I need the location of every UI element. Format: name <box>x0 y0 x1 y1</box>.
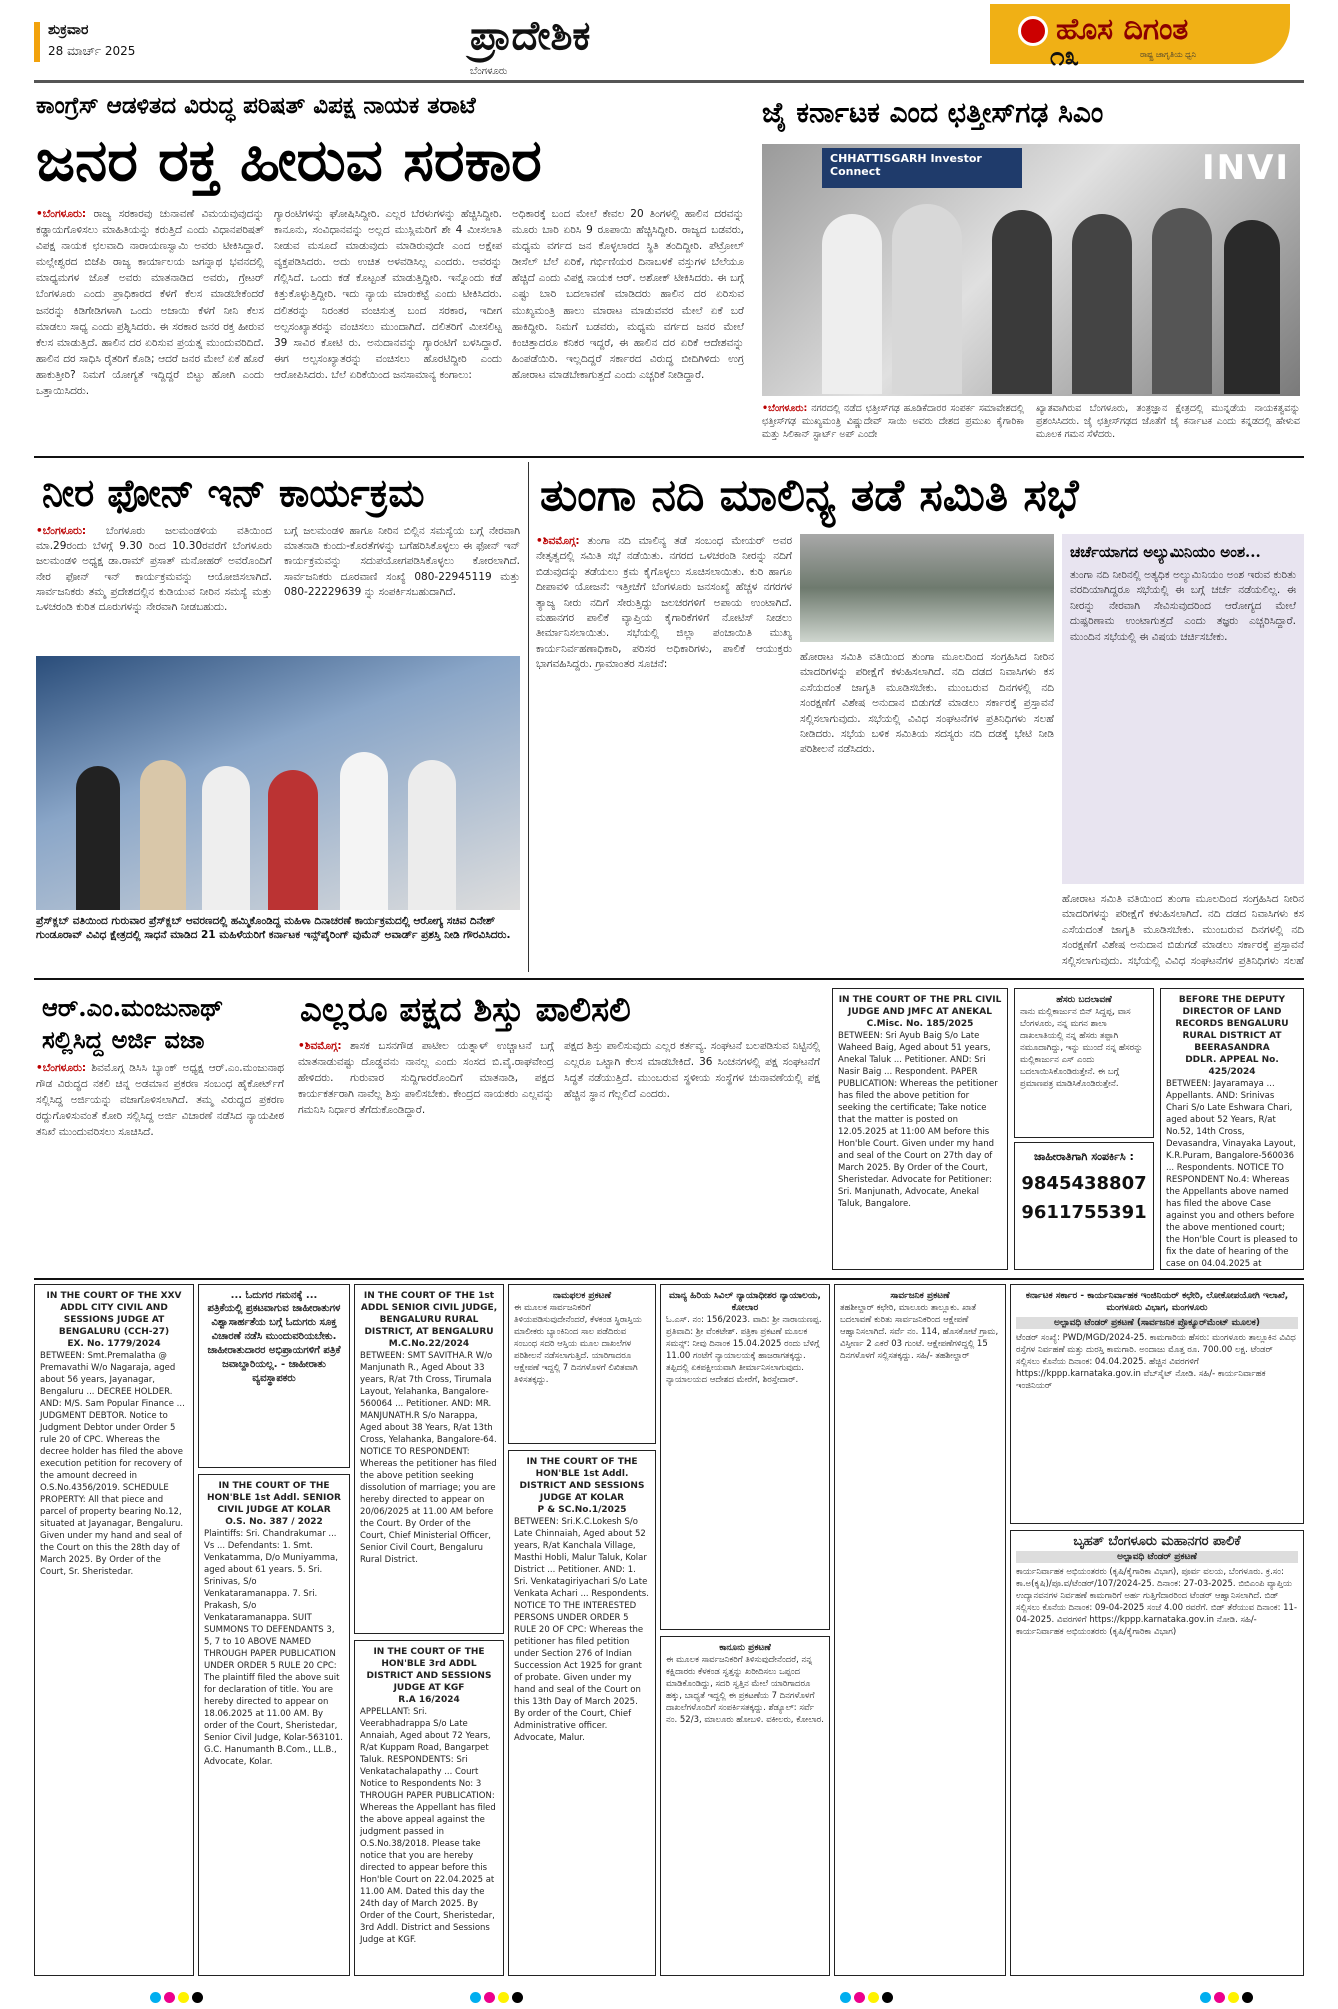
issue-city: ಬೆಂಗಳೂರು <box>470 66 508 77</box>
registration-dots <box>840 1988 896 2007</box>
registration-dots <box>150 1988 206 2007</box>
story-headline: ತುಂಗಾ ನದಿ ಮಾಲಿನ್ಯ ತಡೆ ಸಮಿತಿ ಸಭೆ <box>540 470 1079 521</box>
story-text: ಗ್ಯಾರಂಟಿಗಳನ್ನು ಘೋಷಿಸಿದ್ದೀರಿ. ಎಲ್ಲರ ಬೆರಳುಗಳನ್ನು ಹೆಚ್ಚಿಸಿದ್ದೀರಿ. ಕಾನೂನು, ಸಂವಿಧಾನವನ್ನು ಅಲ್ಲದ ಮುಸ್ಲಿಮರಿಗೆ ಶೇ 4 ಮೀಸಲಾತಿ ನೀಡುವ ಮಸೂದೆ ಮಾಡುವುದು ಮಾಡಿರುವುದೇ ಎಂದ ಅಕ್ಷೇಪ ವ್ಯಕ್ತಪಡಿಸಿದರು. ಅದು ಉಚಿತ ಅಳವಡಿಸಿಲ್ಲ ಎಂದರು. ಅವರನ್ನು ಗೆಲ್ಲಿಸಿದೆ. ಒಂದು ಕಡೆ ಕೊಟ್ಟಂತೆ ಮಾಡುತ್ತಿದ್ದೀರಿ. ಇನ್ನೊಂದು ಕಡೆ ಕಿತ್ತುಕೊಳ್ಳುತ್ತಿದ್ದೀರಿ. ಇದು ನ್ಯಾಯ ಮಾರುಕಟ್ಟೆ ಎಂದು ಟೀಕಿಸಿದರು. ದಲಿತರನ್ನು ನಿರಂತರ ವಂಚಿಸುತ್ತ ಬಂದ ಸರಕಾರ, ಇದೀಗ ಅಲ್ಪಸಂಖ್ಯಾತರನ್ನು ವಂಚಿಸಲು ಮುಂದಾಗಿದೆ. ದಲಿತರಿಗೆ ಮೀಸಲಿಟ್ಟ 39 ಸಾವಿರ ಕೋಟಿ ರು. ಅನುದಾನವನ್ನು ಗ್ಯಾರಂಟಿಗೆ ಬಳಸಿದ್ದಾರೆ. ಈಗ ಅಲ್ಪಸಂಖ್ಯಾತರನ್ನು ವಂಚಿಸಲು ಹೊರಟಿದ್ದೀರಿ ಎಂದು ಆರೋಪಿಸಿದರು. ಬೆಲೆ ಏರಿಕೆಯಿಂದ ಜನಸಾಮಾನ್ಯ ಕಂಗಾಲು: <box>274 208 502 381</box>
story-tunga-river <box>536 462 1304 972</box>
story-manjunath <box>34 984 286 1274</box>
story-column-2 <box>284 524 520 650</box>
story-kicker: ಕಾಂಗ್ರೆಸ್ ಆಡಳಿತದ ವಿರುದ್ಧ ಪರಿಷತ್ ವಿಪಕ್ಷ ನಾಯಕ ತರಾಟೆ <box>36 92 476 119</box>
notice-body: ಕಾರ್ಯನಿರ್ವಾಹಕ ಅಭಿಯಂತರರು (ಕೃಷಿ/ಕೈಗಾರಿಕಾ ವಿಭಾಗ), ಪೂರ್ವ ವಲಯ, ಬೆಂಗಳೂರು. ಕ್ರ.ಸಂ: ಕಾ.ಅ(ಕೃಷಿ)/ಪೂ.ವ/ಟೆಂಡರ್/107/2024-25. ದಿನಾಂಕ: 27-03-2025. ಬಿಬಿಎಂಪಿ ವ್ಯಾಪ್ತಿಯ ಉದ್ಯಾನವನಗಳ ನಿರ್ವಹಣೆ ಕಾಮಗಾರಿಗೆ ಅರ್ಹ ಗುತ್ತಿಗೆದಾರರಿಂದ ಟೆಂಡರ್ ಆಹ್ವಾನಿಸಲಾಗಿದೆ. ಬಿಡ್ ಸಲ್ಲಿಸಲು ಕೊನೆಯ ದಿನಾಂಕ: 09-04-2025 ಸಂಜೆ 4.00 ರವರೆಗೆ. ಬಿಡ್ ತೆರೆಯುವ ದಿನಾಂಕ: 11-04-2025. ವಿವರಗಳಿಗೆ https://kppp.karnataka.gov.in ನೋಡಿ. ಸಹಿ/- ಕಾರ್ಯನಿರ್ವಾಹಕ ಅಭಿಯಂತರರು (ಕೃಷಿ/ಕೈಗಾರಿಕಾ ವಿಭಾಗ) <box>1016 1567 1298 1637</box>
event-photo <box>762 144 1300 396</box>
story-text: ಶಾಸಕ ಬಸನಗೌಡ ಪಾಟೀಲ ಯತ್ನಾಳ್ ಉಚ್ಚಾಟನೆ ಬಗ್ಗೆ ಮಾತನಾಡುವಷ್ಟು ದೊಡ್ಡವನು ನಾನಲ್ಲ ಎಂದು ಸಂಸದ ಬಿ.ವೈ.ರಾಘವೇಂದ್ರ ಹೇಳಿದರು. ಗುರುವಾರ ಸುದ್ದಿಗಾರರೊಂದಿಗೆ ಮಾತನಾಡಿ, ಪಕ್ಷದ ಕಾರ್ಯಕರ್ತರಾಗಿ ನಾವೆಲ್ಲ ಶಿಸ್ತು ಪಾಲಿಸಬೇಕು. ಕೇಂದ್ರದ ನಾಯಕರು ಎಲ್ಲವನ್ನು ಗಮನಿಸಿ ನಿರ್ಧಾರ ತೆಗೆದುಕೊಂಡಿದ್ದಾರೆ. <box>298 1040 554 1117</box>
registration-dots <box>470 1988 526 2007</box>
tender-bbmp <box>1010 1530 1304 1976</box>
column-divider <box>528 462 529 972</box>
issue-date: 28 ಮಾರ್ಚ್ 2025 <box>48 44 136 58</box>
notice-sub: ಅಲ್ಪಾವಧಿ ಟೆಂಡರ್ ಪ್ರಕಟಣೆ (ಸಾರ್ವಜನಿಕ ಪ್ರೊಕ್ಯೂರ್‌ಮೆಂಟ್ ಮೂಲಕ) <box>1016 1317 1298 1329</box>
story-column-1 <box>536 534 792 970</box>
person-figure <box>1072 214 1132 394</box>
person-figure <box>76 766 120 910</box>
notice-anekal <box>832 988 1008 1270</box>
notice-body: BETWEEN: Jayaramaya ... Appellants. AND: Srinivas Chari S/o Late Eshwara Chari, aged about 52 Years, R/at No.52, 14th Cross, Devasandra, Vinayaka Layout, K.R.Puram, Bangalore-560036 ... Respondents. NOTICE TO RESPONDENT No.4: Whereas the Appellants above named has filed the above Case against you and others before the above mentioned court; the Hon'ble Court is pleased to fix the date of hearing of the case on 04.04.2025 at <box>1166 1079 1298 1269</box>
story-text: ಅಧಿಕಾರಕ್ಕೆ ಬಂದ ಮೇಲೆ ಕೇವಲ 20 ತಿಂಗಳಲ್ಲಿ ಹಾಲಿನ ದರವನ್ನು ಮೂರು ಬಾರಿ ಏರಿಸಿ 9 ರೂಪಾಯಿ ಹೆಚ್ಚಿಸಿದ್ದೀರಿ. ರಾಜ್ಯದ ಬಡವರು, ಮಧ್ಯಮ ವರ್ಗದ ಜನ ಕೊಳ್ಳಲಾರದ ಸ್ಥಿತಿ ತಂದಿದ್ದೀರಿ. ಪೆಟ್ರೋಲ್ ಡೀಸೆಲ್ ಬೆಲೆ ಏರಿಕೆ, ಗರ್ಭಿಣಿಯರ ದಿನಾಬಳಕೆ ವಸ್ತುಗಳ ಬೆಲೆಯೂ ಹೆಚ್ಚಿದೆ ಎಂದು ವಿಪಕ್ಷ ನಾಯಕ ಆರ್. ಅಶೋಕ್ ಟೀಕಿಸಿದರು. ಈ ಬಗ್ಗೆ ಎಷ್ಟು ಬಾರಿ ಬದಲಾವಣೆ ಮಾಡಿದರು ಹಾಲಿನ ದರ ಏರಿಸುವ ಮುಖ್ಯಮಂತ್ರಿ ಹಾಲು ಮಾರಾಟ ಮಾಡುವವರ ಮೇಲೆ ಏಕೆ ಬರೆ ಹಾಕಿದ್ದೀರಿ. ನಿಮಗೆ ಬಡವರು, ಮಧ್ಯಮ ವರ್ಗದ ಜನರ ಮೇಲೆ ಕಿಂಚಿತ್ತಾದರೂ ಕನಿಕರ ಇದ್ದರೆ, ಈ ಹಾಲಿನ ದರ ಏರಿಕೆ ಆದೇಶವನ್ನು ಹಿಂಪಡೆಯಿರಿ. ಇಲ್ಲದಿದ್ದರೆ ಸರ್ಕಾರದ ವಿರುದ್ಧ ಬೀದಿಗಿಳಿದು ಉಗ್ರ ಹೋರಾಟ ಮಾಡಬೇಕಾಗುತ್ತದೆ ಎಂದು ಎಚ್ಚರಿಕೆ ನೀಡಿದ್ದಾರೆ. <box>512 208 744 381</box>
notice-nameplate <box>508 1284 656 1444</box>
person-figure <box>992 210 1052 394</box>
notice-name-change <box>1014 988 1154 1138</box>
notice-title: ಬೃಹತ್ ಬೆಂಗಳೂರು ಮಹಾನಗರ ಪಾಲಿಕೆ <box>1073 1534 1241 1549</box>
photo-caption <box>36 914 520 970</box>
notice-body: ಪತ್ರಿಕೆಯಲ್ಲಿ ಪ್ರಕಟವಾಗುವ ಜಾಹೀರಾತುಗಳ ವಿಶ್ವಾಸಾರ್ಹತೆಯ ಬಗ್ಗೆ ಓದುಗರು ಸೂಕ್ತ ವಿಚಾರಣೆ ನಡೆಸಿ ಮುಂದುವರಿಯಬೇಕು. ಜಾಹೀರಾತುದಾರರ ಅಭಿಪ್ರಾಯಗಳಿಗೆ ಪತ್ರಿಕೆ ಜವಾಬ್ದಾರಿಯಲ್ಲ. - ಜಾಹೀರಾತು ವ್ಯವಸ್ಥಾಪಕರು <box>207 1303 341 1384</box>
section-title: ಪ್ರಾದೇಶಿಕ <box>470 12 591 59</box>
story-column-1 <box>762 402 1024 450</box>
notice-body: ಓ.ಎಸ್. ನಂ: 156/2023. ವಾದಿ: ಶ್ರೀ ನಾರಾಯಣಪ್ಪ. ಪ್ರತಿವಾದಿ: ಶ್ರೀ ವೆಂಕಟೇಶ್. ಪತ್ರಿಕಾ ಪ್ರಕಟಣೆ ಮೂಲಕ ಸಮನ್ಸ್: ನೀವು ದಿನಾಂಕ 15.04.2025 ರಂದು ಬೆಳಿಗ್ಗೆ 11.00 ಗಂಟೆಗೆ ನ್ಯಾಯಾಲಯಕ್ಕೆ ಹಾಜರಾಗತಕ್ಕದ್ದು. ತಪ್ಪಿದಲ್ಲಿ ಏಕಪಕ್ಷೀಯವಾಗಿ ತೀರ್ಮಾನಿಸಲಾಗುವುದು. ನ್ಯಾಯಾಲಯದ ಆದೇಶದ ಮೇರೆಗೆ, ಶಿರಸ್ತೇದಾರ್. <box>666 1315 822 1385</box>
notice-title: ನಾಮಫಲಕ ಪ್ರಕಟಣೆ <box>552 1291 612 1301</box>
person-figure <box>1224 220 1280 394</box>
story-column-3 <box>512 206 744 446</box>
story-dateline: •ಶಿವಮೊಗ್ಗ: <box>536 535 580 547</box>
notice-title: IN THE COURT OF THE PRL CIVIL JUDGE AND JMFC AT ANEKAL <box>838 995 1002 1017</box>
story-column-1 <box>298 1038 554 1270</box>
masthead-rule <box>34 80 1304 83</box>
notice-kolar-probate <box>508 1450 656 1976</box>
notice-case: R.A 16/2024 <box>398 1695 460 1705</box>
person-figure <box>892 204 962 394</box>
registration-dots <box>1200 1988 1256 2007</box>
notice-body: ಈ ಮೂಲಕ ಸಾರ್ವಜನಿಕರಿಗೆ ತಿಳಿಯಪಡಿಸುವುದೇನೆಂದರೆ, ಕೆಳಕಂಡ ಸ್ಥಿರಾಸ್ತಿಯ ಮಾಲೀಕರು ಬ್ಯಾಂಕಿನಿಂದ ಸಾಲ ಪಡೆದಿರುವ ಸಂಬಂಧ ಸದರಿ ಆಸ್ತಿಯ ಮೂಲ ದಾಖಲೆಗಳ ಪರಿಶೀಲನೆ ನಡೆಸಲಾಗುತ್ತಿದೆ. ಯಾರಿಗಾದರೂ ಆಕ್ಷೇಪಣೆ ಇದ್ದಲ್ಲಿ 7 ದಿನಗಳೊಳಗೆ ಲಿಖಿತವಾಗಿ ತಿಳಿಸತಕ್ಕದ್ದು. <box>514 1303 642 1385</box>
person-figure <box>822 214 882 394</box>
ad-phone-2: 9611755391 <box>1021 1202 1147 1223</box>
story-headline: ನೀರ ಫೋನ್ ಇನ್ ಕಾರ್ಯಕ್ರಮ <box>42 470 425 515</box>
ad-phone-1: 9845438807 <box>1021 1173 1147 1194</box>
sidebar-box <box>1062 534 1304 884</box>
story-text: ಖ್ಯಾತವಾಗಿರುವ ಬೆಂಗಳೂರು, ತಂತ್ರಜ್ಞಾನ ಕ್ಷೇತ್ರದಲ್ಲಿ ಮುನ್ನಡೆಯ ನಾಯಕತ್ವವನ್ನು ಪ್ರಶಂಸಿಸಿದರು. ಜೈ ಛತ್ತೀಸ್‌ಗಢದ ಜೊತೆಗೆ ಜೈ ಕರ್ನಾಟಕ ಎಂದು ಕನ್ನಡದಲ್ಲಿ ಹೇಳುವ ಮೂಲಕ ಗಮನ ಸೆಳೆದರು. <box>1036 403 1300 440</box>
caption-text: ಪ್ರೆಸ್‌ಕ್ಲಬ್ ವತಿಯಿಂದ ಗುರುವಾರ ಪ್ರೆಸ್‌ಕ್ಲಬ್ ಆವರಣದಲ್ಲಿ ಹಮ್ಮಿಕೊಂಡಿದ್ದ ಮಹಿಳಾ ದಿನಾಚರಣೆ ಕಾರ್ಯಕ್ರಮದಲ್ಲಿ ಆರೋಗ್ಯ ಸಚಿವ ದಿನೇಶ್ ಗುಂಡೂರಾವ್ ವಿವಿಧ ಕ್ಷೇತ್ರದಲ್ಲಿ ಸಾಧನೆ ಮಾಡಿದ 21 ಮಹಿಳೆಯರಿಗೆ ಕರ್ನಾಟಕ ಇನ್ಸ್‌ಪೈರಿಂಗ್ ವುಮೆನ್ ಅವಾರ್ಡ್ ಪ್ರಶಸ್ತಿ ನೀಡಿ ಗೌರವಿಸಿದರು. <box>36 915 511 941</box>
story-dateline: •ಬೆಂಗಳೂರು: <box>36 1062 87 1074</box>
story-text: ರಾಜ್ಯ ಸರಕಾರವು ಚುನಾವಣೆ ವಿಮಯವುವುದನ್ನು ಕಡ್ಡಾಯಗೊಳಿಸಲು ಮಾಹಿತಿಯನ್ನು ಕರುತ್ತಿದೆ ಎಂದು ವಿಧಾನಪರಿಷತ್ ವಿಪಕ್ಷ ನಾಯಕ ಛಲವಾದಿ ನಾರಾಯಣಸ್ವಾಮಿ ಅವರು ಟೀಕಿಸಿದ್ದಾರೆ. ಮಲ್ಲೇಶ್ವರದ ಬಿಜೆಪಿ ರಾಜ್ಯ ಕಾರ್ಯಾಲಯ ಜಗನ್ನಾಥ ಭವನದಲ್ಲಿ ಮಾಧ್ಯಮಗಳ ಜೊತೆ ಅವರು ಮಾತನಾಡಿದ ಅವರು, ಗ್ರೇಟರ್ ಬೆಂಗಳೂರು ಎಂದು ಪ್ರಾಧಿಕಾರದ ಕೆಳಗೆ ಕೆಲಸ ಮಾಡಬೇಕೆಂದರೆ ಜನರನ್ನು ಕಿಡಿಗೇಡಿಗಳಾಗಿ ಒಂದು ಅಜಾಯಿ ಕೆಳಗೆ ನೀನಿ ಕೆಲಸ ಮಾಡಲು ಸಾಧ್ಯ ಎಂದು ಪ್ರಶ್ನಿಸಿದರು. ಈ ಸರಕಾರ ಜನರ ರಕ್ತ ಹೀರುವ ಕೆಲಸ ಮಾಡುತ್ತಿದೆ. ಹಾಲಿನ ದರ ಏರಿಸುವ ಪ್ರಯತ್ನ ಮುಂದುವರಿದಿದೆ. ಹಾಲಿನ ದರ ಸಾಧಿಸಿ ರೈತರಿಗೆ ಕೊಡಿ; ಆದರೆ ಜನರ ಮೇಲೆ ಏಕೆ ಹೊರೆ ಹಾಕುತ್ತೀರಿ? ನಿಮಗೆ ಯೋಗ್ಯತೆ ಇದ್ದಿದ್ದರೆ ಬಿಟ್ಟು ಹೋಗಿ ಎಂದು ಒತ್ತಾಯಿಸಿದರು. <box>36 208 264 398</box>
notice-kolar-court-kn <box>660 1284 830 1630</box>
notice-body: BETWEEN: Sri.K.C.Lokesh S/o Late Chinnaiah, Aged about 52 years, R/at Kanchala Village, Masthi Hobli, Malur Taluk, Kolar District ... Petitioner. AND: 1. Sri. Venkatagiriyachari S/o Late Venkata Achari ... Respondents. NOTICE TO THE INTERESTED PERSONS UNDER ORDER 5 RULE 20 OF CPC: Whereas the petitioner has filed petition under Section 276 of Indian Succession Act 1925 for grant of probate. Given under my hand and seal of the Court on this 13th Day of March 2025. By order of the Court, Chief Administrative officer. Advocate, Malur. <box>514 1517 649 1743</box>
notice-readers <box>198 1284 350 1468</box>
story-jai-karnataka <box>762 90 1302 450</box>
story-dateline: •ಬೆಂಗಳೂರು: <box>762 403 808 414</box>
story-dateline: •ಬೆಂಗಳೂರು: <box>36 208 87 220</box>
person-figure <box>268 770 318 910</box>
notice-case: M.C.No.22/2024 <box>388 1339 470 1349</box>
issue-day: ಶುಕ್ರವಾರ <box>48 22 89 38</box>
photo-banner-right: INVI <box>1202 148 1291 188</box>
notice-title: IN THE COURT OF THE 1st ADDL SENIOR CIVIL JUDGE, BENGALURU RURAL DISTRICT, AT BENGALURU <box>360 1291 498 1337</box>
story-text: ಬೆಂಗಳೂರು ಜಲಮಂಡಳಿಯ ವತಿಯಿಂದ ಮಾ.29ರಂದು ಬೆಳಗ್ಗೆ 9.30 ರಿಂದ 10.30ರವರೆಗೆ ಬೆಂಗಳೂರು ಜಲಮಂಡಳಿ ಅಧ್ಯಕ್ಷ ಡಾ.ರಾಮ್ ಪ್ರಸಾತ್ ಮನೋಹರ್ ಅವರೊಂದಿಗೆ ನೇರ ಫೋನ್ ಇನ್ ಕಾರ್ಯಕ್ರಮವನ್ನು ಆಯೋಜಿಸಲಾಗಿದೆ. ಸಾರ್ವಜನಿಕರು ತಮ್ಮ ಪ್ರದೇಶದಲ್ಲಿನ ಕುಡಿಯುವ ನೀರಿನ ಸಮಸ್ಯೆ ಮತ್ತು ಒಳಚರಂಡಿ ಕುರಿತ ದೂರುಗಳನ್ನು ನೇರವಾಗಿ ನೀಡಬಹುದು. <box>36 525 272 614</box>
story-headline: ಜೈ ಕರ್ನಾಟಕ ಎಂದ ಛತ್ತೀಸ್‌ಗಢ ಸಿಎಂ <box>762 96 1104 129</box>
notice-title: IN THE COURT OF THE HON'BLE 1st Addl. SENIOR CIVIL JUDGE AT KOLAR <box>207 1481 341 1515</box>
notice-legal-kn <box>660 1636 830 1976</box>
notice-rural-mc <box>354 1284 504 1634</box>
paper-name: ಹೊಸ ದಿಗಂತ <box>1056 12 1189 47</box>
story-text: ಶಿವಮೊಗ್ಗ ಡಿಸಿಸಿ ಬ್ಯಾಂಕ್ ಅಧ್ಯಕ್ಷ ಆರ್.ಎಂ.ಮಂಜುನಾಥ ಗೌಡ ವಿರುದ್ಧದ ನಕಲಿ ಚಿನ್ನ ಅಡಮಾನ ಪ್ರಕರಣ ಸಂಬಂಧ ಹೈಕೋರ್ಟ್‌ಗೆ ಸಲ್ಲಿಸಿದ್ದ ಅರ್ಜಿಯನ್ನು ವಜಾಗೊಳಿಸಲಾಗಿದೆ. ತಮ್ಮ ವಿರುದ್ಧದ ಪ್ರಕರಣ ರದ್ದುಗೊಳಿಸುವಂತೆ ಕೋರಿ ಸಲ್ಲಿಸಿದ್ದ ಅರ್ಜಿ ವಿಚಾರಣೆ ನಡೆಸಿದ ನ್ಯಾಯಪೀಠ ತನಿಖೆ ಮುಂದುವರಿಸಲು ಸೂಚಿಸಿದೆ. <box>36 1062 285 1139</box>
person-figure <box>1152 208 1212 394</box>
notice-title: ... ಓದುಗರ ಗಮನಕ್ಕೆ ... <box>230 1290 318 1301</box>
story-headline: ಜನರ ರಕ್ತ ಹೀರುವ ಸರಕಾರ <box>36 126 542 194</box>
notice-tahsildar <box>834 1284 1006 1976</box>
notice-case: EX. No. 1779/2024 <box>67 1339 161 1349</box>
person-figure <box>408 760 456 910</box>
notice-kgf-ra <box>354 1640 504 1976</box>
lamp-icon <box>1018 16 1048 46</box>
ad-contact-title: ಜಾಹೀರಾತಿಗಾಗಿ ಸಂಪರ್ಕಿಸಿ : <box>1034 1150 1134 1163</box>
story-janara-raktha <box>34 90 754 450</box>
notice-title: IN THE COURT OF THE HON'BLE 1st Addl. DISTRICT AND SESSIONS JUDGE AT KOLAR <box>519 1457 645 1503</box>
story-dateline: •ಬೆಂಗಳೂರು: <box>36 525 87 537</box>
story-party-discipline <box>294 984 824 1274</box>
notice-ddlr <box>1160 988 1304 1270</box>
river-photo <box>800 534 1054 642</box>
notice-body: ಟೆಂಡರ್ ಸಂಖ್ಯೆ: PWD/MGD/2024-25. ಕಾಮಗಾರಿಯ ಹೆಸರು: ಮಂಗಳೂರು ತಾಲ್ಲೂಕಿನ ವಿವಿಧ ರಸ್ತೆಗಳ ನಿರ್ವಹಣೆ ಮತ್ತು ದುರಸ್ತಿ ಕಾಮಗಾರಿ. ಅಂದಾಜು ಮೊತ್ತ ರೂ. 700.00 ಲಕ್ಷ. ಟೆಂಡರ್ ಸಲ್ಲಿಸಲು ಕೊನೆಯ ದಿನಾಂಕ: 04.04.2025. ಹೆಚ್ಚಿನ ವಿವರಗಳಿಗೆ https://kppp.karnataka.gov.in ವೆಬ್‌ಸೈಟ್ ನೋಡಿ. ಸಹಿ/- ಕಾರ್ಯನಿರ್ವಾಹಕ ಇಂಜಿನಿಯರ್ <box>1016 1333 1296 1391</box>
notice-title: ಕಾನೂನು ಪ್ರಕಟಣೆ <box>719 1643 771 1653</box>
notice-case: P & SC.No.1/2025 <box>537 1505 627 1515</box>
notice-kolar-os <box>198 1474 350 1976</box>
notice-title: BEFORE THE DEPUTY DIRECTOR OF LAND RECORDS BENGALURU RURAL DISTRICT AT BEERASANDRA <box>1175 995 1289 1053</box>
story-column-3 <box>1062 892 1304 970</box>
row-divider <box>34 978 1304 980</box>
notice-title: IN THE COURT OF THE XXV ADDL CITY CIVIL AND SESSIONS JUDGE AT BENGALURU (CCH-27) <box>46 1291 182 1337</box>
notice-title: ಕರ್ನಾಟಕ ಸರ್ಕಾರ - ಕಾರ್ಯನಿರ್ವಾಹಕ ಇಂಜಿನಿಯರ್ ಕಛೇರಿ, ಲೋಕೋಪಯೋಗಿ ಇಲಾಖೆ, ಮಂಗಳೂರು ವಿಭಾಗ, ಮಂಗಳೂರು <box>1025 1291 1289 1313</box>
row-divider <box>34 1278 1304 1280</box>
story-headline: ಆರ್.ಎಂ.ಮಂಜುನಾಥ್ ಸಲ್ಲಿಸಿದ್ದ ಅರ್ಜಿ ವಜಾ <box>42 993 224 1054</box>
story-column-2 <box>800 650 1054 970</box>
notice-body: Plaintiffs: Sri. Chandrakumar ... Vs ... Defendants: 1. Smt. Venkatamma, D/o Muniyamma, aged about 61 years. 5. Sri. Srinivas, S/o Venkataramanappa. 7. Sri. Prakash, S/o Venkataramanappa. SUIT SUMMONS TO DEFENDANTS 3, 5, 7 to 10 ABOVE NAMED THROUGH PAPER PUBLICATION UNDER ORDER 5 RULE 20 CPC: The plaintiff filed the above suit for declaration of title. You are hereby directed to appear on 18.06.2025 at 11.00 AM. By order of the Court, Sheristedar, Senior Civil Judge, Kolar-563101. G.C. Hanumanth B.Com., LL.B., Advocate, Kolar. <box>204 1529 343 1767</box>
story-column-2 <box>1036 402 1300 450</box>
notice-case: DDLR. APPEAL No. 425/2024 <box>1185 1055 1279 1077</box>
person-figure <box>140 760 186 910</box>
notice-case: C.Misc. No. 185/2025 <box>866 1019 974 1029</box>
story-headline: ಎಲ್ಲರೂ ಪಕ್ಷದ ಶಿಸ್ತು ಪಾಲಿಸಲಿ <box>300 990 631 1030</box>
row-divider <box>34 456 1304 458</box>
notice-title: ಸಾರ್ವಜನಿಕ ಪ್ರಕಟಣೆ <box>890 1291 950 1301</box>
story-text: ಪಕ್ಷದ ಶಿಸ್ತು ಪಾಲಿಸುವುದು ಎಲ್ಲರ ಕರ್ತವ್ಯ. ಸಂಘಟನೆ ಬಲಪಡಿಸುವ ನಿಟ್ಟಿನಲ್ಲಿ ಎಲ್ಲರೂ ಒಟ್ಟಾಗಿ ಕೆಲಸ ಮಾಡಬೇಕಿದೆ. 36 ಸಿಂಚನಗಳಲ್ಲಿ ಪಕ್ಷ ಸಂಘಟನೆಗೆ ಸಿದ್ಧತೆ ನಡೆಯುತ್ತಿದೆ. ಮುಂಬರುವ ಸ್ಥಳೀಯ ಸಂಸ್ಥೆಗಳ ಚುನಾವಣೆಯಲ್ಲಿ ಪಕ್ಷ ಹೆಚ್ಚಿನ ಸ್ಥಾನ ಗೆಲ್ಲಲಿದೆ ಎಂದರು. <box>564 1040 820 1101</box>
notice-body: BETWEEN: Sri Ayub Baig S/o Late Waheed Baig, Aged about 51 years, Anekal Taluk ... Petitioner. AND: Sri Nasir Baig ... Respondent. PAPER PUBLICATION: Whereas the petitioner has filed the above petition for seeking the certificate; Take notice that the matter is posted on 12.05.2025 at 11:00 AM before this Hon'ble Court. Given under my hand and seal of the Court on 27th day of March 2025. By Order of the Court, Sheristedar. Advocate for Petitioner: Sri. Manjunath, Advocate, Anekal Taluk, Bangalore. <box>838 1031 998 1209</box>
story-text: ಬಗ್ಗೆ ಜಲಮಂಡಳಿ ಹಾಗೂ ನೀರಿನ ಬಿಲ್ಲಿನ ಸಮಸ್ಯೆಯ ಬಗ್ಗೆ ನೇರವಾಗಿ ಮಾತನಾಡಿ ಕುಂದು-ಕೊರತೆಗಳನ್ನು ಬಗೆಹರಿಸಿಕೊಳ್ಳಲು ಈ ಫೋನ್ ಇನ್ ಕಾರ್ಯಕ್ರಮವನ್ನು ಸದುಪಯೋಗಪಡಿಸಿಕೊಳ್ಳಲು ಕೋರಲಾಗಿದೆ. ಸಾರ್ವಜನಿಕರು ದೂರವಾಣಿ ಸಂಖ್ಯೆ 080-22945119 ಮತ್ತು 080-22229639 ನ್ನು ಸಂಪರ್ಕಿಸಬಹುದಾಗಿದೆ. <box>284 525 520 598</box>
sidebar-text: ತುಂಗಾ ನದಿ ನೀರಿನಲ್ಲಿ ಅತ್ಯಧಿಕ ಅಲ್ಯುಮಿನಿಯಂ ಅಂಶ ಇರುವ ಕುರಿತು ವರದಿಯಾಗಿದ್ದರೂ ಸಭೆಯಲ್ಲಿ ಈ ಬಗ್ಗೆ ಚರ್ಚೆ ನಡೆಯಲಿಲ್ಲ. ಈ ನೀರನ್ನು ನೇರವಾಗಿ ಸೇವಿಸುವುದರಿಂದ ಆರೋಗ್ಯದ ಮೇಲೆ ದುಷ್ಪರಿಣಾಮ ಉಂಟಾಗುತ್ತದೆ ಎಂದು ತಜ್ಞರು ಎಚ್ಚರಿಸಿದ್ದಾರೆ. ಮುಂದಿನ ಸಭೆಯಲ್ಲಿ ಈ ವಿಷಯ ಚರ್ಚಿಸಬೇಕು. <box>1070 569 1296 643</box>
notice-sub: ಅಲ್ಪಾವಧಿ ಟೆಂಡರ್ ಪ್ರಕಟಣೆ <box>1016 1551 1298 1563</box>
notice-body: ಈ ಮೂಲಕ ಸಾರ್ವಜನಿಕರಿಗೆ ತಿಳಿಸುವುದೇನೆಂದರೆ, ನನ್ನ ಕಕ್ಷಿದಾರರು ಕೆಳಕಂಡ ಸ್ವತ್ತನ್ನು ಖರೀದಿಸಲು ಒಪ್ಪಂದ ಮಾಡಿಕೊಂಡಿದ್ದು, ಸದರಿ ಸ್ವತ್ತಿನ ಮೇಲೆ ಯಾರಿಗಾದರೂ ಹಕ್ಕು, ಬಾಧ್ಯತೆ ಇದ್ದಲ್ಲಿ ಈ ಪ್ರಕಟಣೆಯ 7 ದಿನಗಳೊಳಗೆ ದಾಖಲೆಗಳೊಂದಿಗೆ ಸಂಪರ್ಕಿಸತಕ್ಕದ್ದು. ಶೆಡ್ಯೂಲ್: ಸರ್ವೆ ನಂ. 52/3, ಮಾಲೂರು ಹೋಬಳಿ. ವಕೀಲರು, ಕೋಲಾರ. <box>666 1655 824 1725</box>
notice-body: ನಾನು ಮಲ್ಲಿಕಾರ್ಜುನ ಬಿನ್ ಸಿದ್ದಪ್ಪ, ವಾಸ ಬೆಂಗಳೂರು, ನನ್ನ ಮಗನ ಶಾಲಾ ದಾಖಲಾತಿಯಲ್ಲಿ ನನ್ನ ಹೆಸರು ತಪ್ಪಾಗಿ ನಮೂದಾಗಿದ್ದು, ಇನ್ನು ಮುಂದೆ ನನ್ನ ಹೆಸರನ್ನು ಮಲ್ಲಿಕಾರ್ಜುನ ಎಸ್ ಎಂದು ಬದಲಾಯಿಸಿಕೊಂಡಿರುತ್ತೇನೆ. ಈ ಬಗ್ಗೆ ಪ್ರಮಾಣಪತ್ರ ಮಾಡಿಸಿಕೊಂಡಿರುತ್ತೇನೆ. <box>1020 1007 1143 1089</box>
award-photo <box>36 656 520 910</box>
story-text-block <box>34 1060 286 1256</box>
story-text: ಹೋರಾಟ ಸಮಿತಿ ವತಿಯಿಂದ ತುಂಗಾ ಮೂಲದಿಂದ ಸಂಗ್ರಹಿಸಿದ ನೀರಿನ ಮಾದರಿಗಳನ್ನು ಪರೀಕ್ಷೆಗೆ ಕಳುಹಿಸಲಾಗಿದೆ. ನದಿ ದಡದ ನಿವಾಸಿಗಳು ಕಸ ಎಸೆಯದಂತೆ ಜಾಗೃತಿ ಮೂಡಿಸಬೇಕು. ಮುಂಬರುವ ದಿನಗಳಲ್ಲಿ ನದಿ ಸಂರಕ್ಷಣೆಗೆ ವಿಶೇಷ ಅನುದಾನ ಬಿಡುಗಡೆ ಮಾಡಲು ಸರ್ಕಾರಕ್ಕೆ ಪ್ರಸ್ತಾವನೆ ಸಲ್ಲಿಸಲಾಗುವುದು. ಸಭೆಯಲ್ಲಿ ವಿವಿಧ ಸಂಘಟನೆಗಳ ಪ್ರತಿನಿಧಿಗಳು ಸಲಹೆ <box>1062 893 1304 967</box>
ad-contact-box <box>1014 1142 1154 1270</box>
page-number: ೧೩ <box>1050 42 1080 72</box>
story-phone-in <box>34 462 522 972</box>
notice-body: BETWEEN: Smt.Premalatha @ Premavathi W/o Nagaraja, aged about 56 years, Jayanagar, Bengaluru ... DECREE HOLDER. AND: M/S. Sam Popular Finance ... JUDGMENT DEBTOR. Notice to Judgment Debtor under Order 5 rule 20 of CPC. Whereas the decree holder has filed the above execution petition for recovery of the amount decreed in O.S.No.4356/2019. SCHEDULE PROPERTY: All that piece and parcel of property bearing No.12, situated at Jayanagar, Bengaluru. Given under my hand and seal of the Court on this the 28th day of March 2025. By Order of the Court, Sr. Sheristedar. <box>40 1351 185 1577</box>
story-text: ತುಂಗಾ ನದಿ ಮಾಲಿನ್ಯ ತಡೆ ಸಂಬಂಧ ಮೇಯರ್ ಅವರ ನೇತೃತ್ವದಲ್ಲಿ ಸಮಿತಿ ಸಭೆ ನಡೆಯಿತು. ನಗರದ ಒಳಚರಂಡಿ ನೀರನ್ನು ನದಿಗೆ ಬಿಡುವುದನ್ನು ತಡೆಯಲು ಕ್ರಮ ಕೈಗೊಳ್ಳಲು ಸೂಚಿಸಲಾಯಿತು. ಕುರಿ ಹಾಗೂ ದೀಪಾವಳಿ ಯೋಜನೆ: ಇತ್ತೀಚೆಗೆ ಬೆಂಗಳೂರು ಜನಸಂಖ್ಯೆ ಹೆಚ್ಚಳ ನಗರಗಳ ತ್ಯಾಜ್ಯ ನೀರು ನದಿಗೆ ಸೇರುತ್ತಿದ್ದು ಜಲಚರಗಳಿಗೆ ಅಪಾಯ ಉಂಟಾಗಿದೆ. ಮಹಾನಗರ ಪಾಲಿಕೆ ವ್ಯಾಪ್ತಿಯ ಕೈಗಾರಿಕೆಗಳಿಗೆ ನೋಟಿಸ್ ನೀಡಲು ತೀರ್ಮಾನಿಸಲಾಯಿತು. ಸಭೆಯಲ್ಲಿ ಜಿಲ್ಲಾ ಪಂಚಾಯಿತಿ ಮುಖ್ಯ ಕಾರ್ಯನಿರ್ವಹಣಾಧಿಕಾರಿ, ಪರಿಸರ ಅಧಿಕಾರಿಗಳು, ಪಾಲಿಕೆ ಆಯುಕ್ತರು ಭಾಗವಹಿಸಿದ್ದರು. ಗ್ರಾಮಾಂತರ ಸೂಚನೆ: <box>536 535 792 671</box>
tender-pwd-mangaluru <box>1010 1284 1304 1524</box>
notice-body: BETWEEN: SMT SAVITHA.R W/o Manjunath R., Aged About 33 years, R/at 7th Cross, Tirumala Layout, Yelahanka, Bangalore-560064 ... Petitioner. AND: MR. MANJUNATH.R S/o Narappa, Aged about 38 Years, R/at 13th Cross, Yelahanka, Bangalore-64. NOTICE TO RESPONDENT: Whereas the petitioner has filed the above petition seeking dissolution of marriage; you are hereby directed to appear on 20/06/2025 at 11.00 AM before the Court. By Order of the Court, Chief Ministerial Officer, Senior Civil Court, Bengaluru Rural District. <box>360 1351 497 1565</box>
story-column-1 <box>36 206 264 446</box>
masthead <box>0 0 1338 82</box>
notice-case: O.S. No. 387 / 2022 <box>225 1517 323 1527</box>
story-text: ನಗರದಲ್ಲಿ ನಡೆದ ಛತ್ತೀಸ್‌ಗಢ ಹೂಡಿಕೆದಾರರ ಸಂಪರ್ಕ ಸಮಾವೇಶದಲ್ಲಿ ಛತ್ತೀಸ್‌ಗಢ ಮುಖ್ಯಮಂತ್ರಿ ವಿಷ್ಣುದೇವ್ ಸಾಯಿ ಅವರು ದೇಶದ ಪ್ರಮುಖ ಕೈಗಾರಿಕಾ ಮತ್ತು ಸಿಲಿಕಾನ್ ಸ್ಟಾರ್ಟ್ ಅಪ್ ಎಂದೇ <box>762 403 1024 440</box>
story-column-2 <box>564 1038 820 1270</box>
story-text: ಹೋರಾಟ ಸಮಿತಿ ವತಿಯಿಂದ ತುಂಗಾ ಮೂಲದಿಂದ ಸಂಗ್ರಹಿಸಿದ ನೀರಿನ ಮಾದರಿಗಳನ್ನು ಪರೀಕ್ಷೆಗೆ ಕಳುಹಿಸಲಾಗಿದೆ. ನದಿ ದಡದ ನಿವಾಸಿಗಳು ಕಸ ಎಸೆಯದಂತೆ ಜಾಗೃತಿ ಮೂಡಿಸಬೇಕು. ಮುಂಬರುವ ದಿನಗಳಲ್ಲಿ ನದಿ ಸಂರಕ್ಷಣೆಗೆ ವಿಶೇಷ ಅನುದಾನ ಬಿಡುಗಡೆ ಮಾಡಲು ಸರ್ಕಾರಕ್ಕೆ ಪ್ರಸ್ತಾವನೆ ಸಲ್ಲಿಸಲಾಗುವುದು. ಸಭೆಯಲ್ಲಿ ವಿವಿಧ ಸಂಘಟನೆಗಳ ಪ್ರತಿನಿಧಿಗಳು ಸಲಹೆ ನೀಡಿದರು. ಸಭೆಯ ಬಳಿಕ ಸಮಿತಿಯ ಸದಸ್ಯರು ನದಿ ದಡಕ್ಕೆ ಭೇಟಿ ನೀಡಿ ಪರಿಶೀಲನೆ ನಡೆಸಿದರು. <box>800 651 1054 756</box>
notice-title: ಮಾನ್ಯ ಹಿರಿಯ ಸಿವಿಲ್ ನ್ಯಾಯಾಧೀಶರ ನ್ಯಾಯಾಲಯ, ಕೋಲಾರ <box>669 1291 821 1313</box>
person-figure <box>340 752 388 910</box>
paper-tagline: ರಾಷ್ಟ್ರ ಜಾಗೃತಿಯ ಧ್ವನಿ <box>1140 50 1197 59</box>
sidebar-title: ಚರ್ಚೆಯಾಗದ ಅಲ್ಯುಮಿನಿಯಂ ಅಂಶ... <box>1070 543 1261 561</box>
paper-logo <box>990 4 1290 64</box>
story-dateline: •ಶಿವಮೊಗ್ಗ: <box>298 1040 342 1052</box>
notice-cch27 <box>34 1284 194 1976</box>
print-marks <box>0 1986 1338 2004</box>
story-column-1 <box>36 524 272 650</box>
photo-banner: CHHATTISGARH Investor Connect <box>822 148 1022 188</box>
person-figure <box>202 766 250 910</box>
notice-body: APPELLANT: Sri. Veerabhadrappa S/o Late Annaiah, Aged about 72 Years, R/at Kuppam Road, Bangarpet Taluk. RESPONDENTS: Sri Venkatachalapathy ... Court Notice to Respondents No: 3 THROUGH PAPER PUBLICATION: Whereas the Appellant has filed the above appeal against the judgment passed in O.S.No.38/2018. Please take notice that you are hereby directed to appear before this Hon'ble Court on 22.04.2025 at 11.00 AM. Dated this day the 24th day of March 2025. By Order of the Court, Sheristedar, 3rd Addl. District and Sessions Judge at KGF. <box>360 1707 496 1945</box>
story-column-2 <box>274 206 502 446</box>
notice-title: ಹೆಸರು ಬದಲಾವಣೆ <box>1056 995 1112 1005</box>
notice-body: ತಹಶೀಲ್ದಾರ್ ಕಛೇರಿ, ಮಾಲೂರು ತಾಲ್ಲೂಕು. ಖಾತೆ ಬದಲಾವಣೆ ಕುರಿತು ಸಾರ್ವಜನಿಕರಿಂದ ಆಕ್ಷೇಪಣೆ ಆಹ್ವಾನಿಸಲಾಗಿದೆ. ಸರ್ವೆ ನಂ. 114, ಹೊಸಕೋಟೆ ಗ್ರಾಮ, ವಿಸ್ತೀರ್ಣ 2 ಎಕರೆ 03 ಗುಂಟೆ. ಆಕ್ಷೇಪಣೆಗಳಿದ್ದಲ್ಲಿ 15 ದಿನಗಳೊಳಗೆ ಸಲ್ಲಿಸತಕ್ಕದ್ದು. ಸಹಿ/- ತಹಶೀಲ್ದಾರ್ <box>840 1303 999 1361</box>
notice-title: IN THE COURT OF THE HON'BLE 3rd ADDL DISTRICT AND SESSIONS JUDGE AT KGF <box>366 1647 492 1693</box>
accent-bar <box>34 22 40 62</box>
